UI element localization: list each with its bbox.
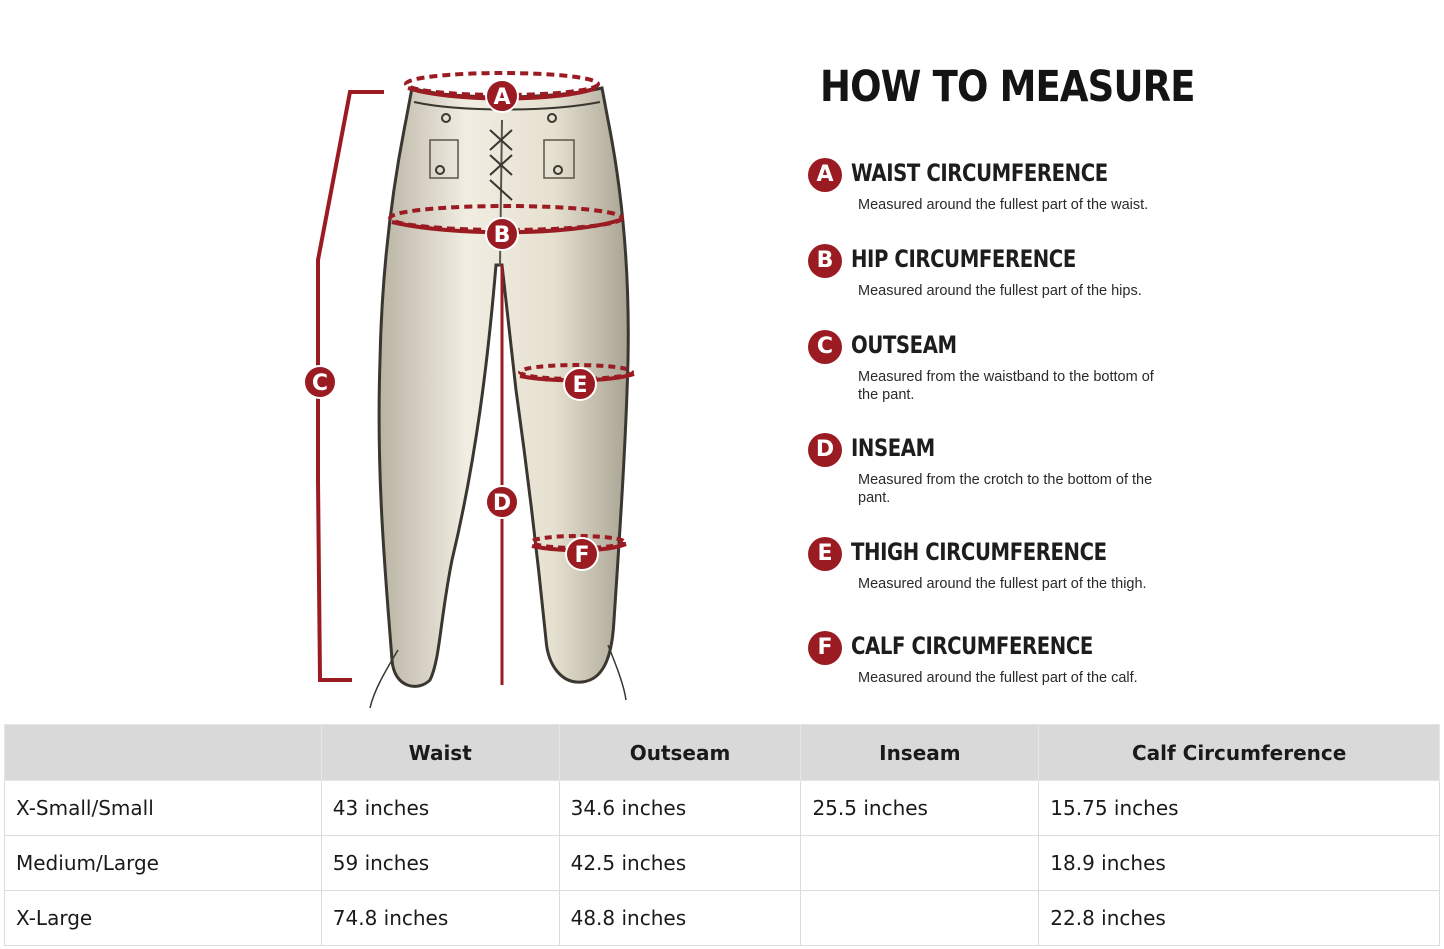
guide-item-title: WAIST CIRCUMFERENCE [851,159,1108,187]
measurement-cell: 22.8 inches [1039,891,1440,946]
guide-item-description: Measured from the waistband to the bottom of the pant. [858,369,1154,403]
guide-item-title: THIGH CIRCUMFERENCE [851,538,1107,566]
marker-letter: C [311,371,329,396]
column-header [5,725,322,781]
column-header: Waist [321,725,559,781]
measurement-cell: 42.5 inches [559,836,801,891]
measurement-cell: 18.9 inches [1039,836,1440,891]
guide-item-description: Measured around the fullest part of the hips. [858,283,1142,299]
letter-badge: C [808,330,842,364]
guide-item-title: CALF CIRCUMFERENCE [851,632,1093,660]
measurement-cell: 25.5 inches [801,781,1039,836]
measurement-cell: 34.6 inches [559,781,801,836]
guide-item-description: Measured around the fullest part of the thigh. [858,576,1147,592]
column-header: Outseam [559,725,801,781]
letter-badge: A [808,158,842,192]
size-label-cell: Medium/Large [5,836,322,891]
size-chart-table [4,724,1440,946]
measurement-cell [801,836,1039,891]
measurement-cell: 43 inches [321,781,559,836]
guide-item-title: INSEAM [851,434,935,462]
guide-item-description: Measured around the fullest part of the calf. [858,670,1138,686]
measurement-cell: 15.75 inches [1039,781,1440,836]
marker-letter: B [493,223,511,248]
measurement-cell: 74.8 inches [321,891,559,946]
guide-item-title: HIP CIRCUMFERENCE [851,245,1076,273]
table-row [5,836,1440,891]
letter-badge: E [808,537,842,571]
size-label-cell: X-Small/Small [5,781,322,836]
size-label-cell: X-Large [5,891,322,946]
column-header: Inseam [801,725,1039,781]
measurement-cell: 59 inches [321,836,559,891]
measurement-cell [801,891,1039,946]
column-header: Calf Circumference [1039,725,1440,781]
letter-badge: F [808,631,842,665]
guide-item-description: Measured from the crotch to the bottom of the pant. [858,472,1153,506]
guide-item-title: OUTSEAM [851,331,957,359]
letter-badge: B [808,244,842,278]
guide-item-description: Measured around the fullest part of the waist. [858,197,1149,213]
letter-badge: D [808,433,842,467]
table-row [5,891,1440,946]
table-row [5,781,1440,836]
pants-measurement-illustration [290,60,650,720]
table-header-row [5,725,1440,781]
marker-letter: D [492,491,512,516]
measurement-cell: 48.8 inches [559,891,801,946]
marker-letter: F [574,543,590,568]
marker-letter: E [572,373,588,398]
marker-letter: A [493,85,511,110]
page-title: HOW TO MEASURE [820,62,1195,112]
